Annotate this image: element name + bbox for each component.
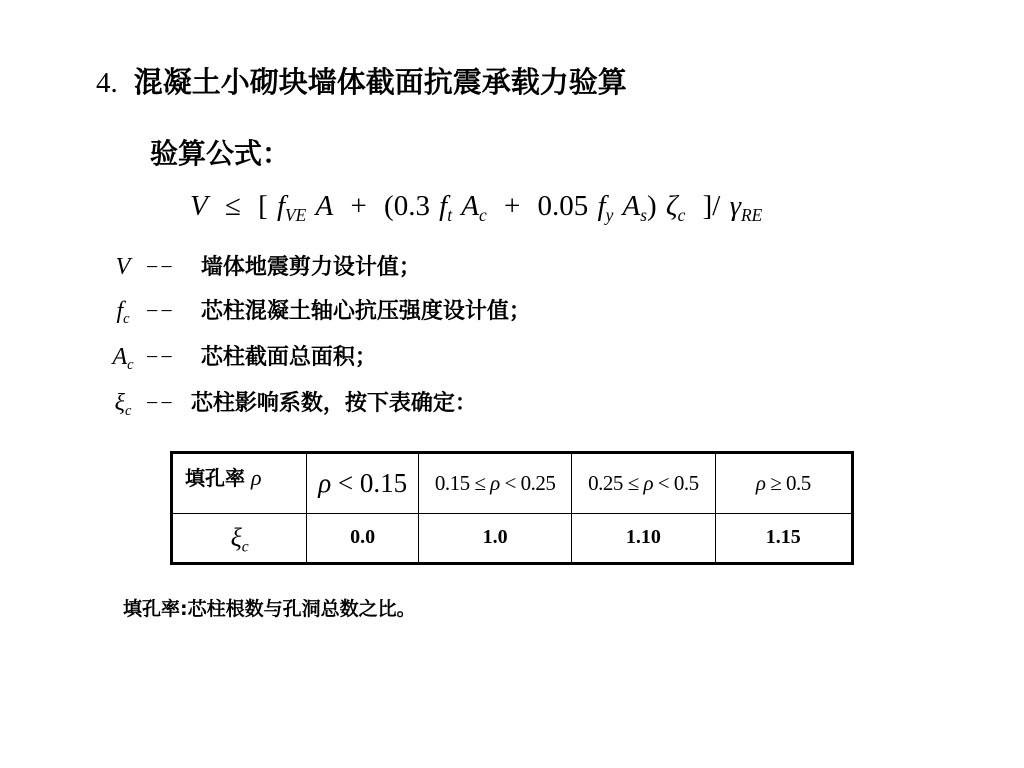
formula-A-s: A	[622, 190, 641, 222]
formula-sub-t: t	[447, 205, 453, 226]
formula-coef-005: 0.05	[537, 190, 589, 222]
section-title-text: 混凝土小砌块墙体截面抗震承载力验算	[133, 65, 627, 99]
formula-f-y: f	[597, 190, 606, 222]
formula-f: f	[276, 190, 286, 222]
formula-sub-y: y	[605, 205, 614, 226]
table-cell-value: 0.0	[307, 513, 419, 563]
table-cell-value: 1.10	[572, 513, 715, 563]
definition-V	[108, 250, 421, 281]
definition-dash: −−	[146, 344, 175, 369]
formula-right-bracket: ]	[702, 190, 713, 222]
table-cell-value: 1.15	[715, 513, 852, 563]
table-header-label: 填孔率 ρ	[172, 453, 307, 514]
definition-symbol: V	[115, 254, 131, 280]
formula-right-paren: )	[647, 190, 657, 222]
formula-plus-2: +	[503, 190, 521, 222]
formula-gamma: γ	[729, 190, 741, 222]
formula-A-c: A	[461, 190, 479, 222]
definition-text: 芯柱混凝土轴心抗压强度设计值；	[200, 299, 531, 324]
definition-dash: −−	[146, 298, 175, 323]
formula	[190, 188, 763, 226]
formula-sub-c2: c	[677, 205, 686, 226]
formula-zeta: ζ	[665, 190, 678, 222]
table-row	[172, 513, 853, 563]
formula-sub-VE: VE	[285, 205, 307, 226]
definition-text: 芯柱影响系数，按下表确定：	[190, 391, 477, 416]
formula-f-t: f	[439, 190, 448, 222]
definition-text: 芯柱截面总面积；	[200, 345, 377, 370]
definition-xi-c	[108, 386, 477, 420]
coefficient-table	[170, 451, 854, 565]
definition-symbol: $f_c$	[116, 298, 130, 328]
formula-sub-RE: RE	[741, 205, 763, 226]
formula-left-bracket: [	[258, 190, 268, 222]
table-header-range-4: ρ ≥ 0.5	[715, 453, 852, 514]
table-header-row	[172, 453, 853, 514]
formula-sub-s: s	[640, 205, 648, 226]
table-row-symbol: $\xi_c$	[172, 513, 307, 563]
table-header-range-2: 0.15 ≤ ρ < 0.25	[418, 453, 571, 514]
table-cell-value: 1.0	[418, 513, 571, 563]
formula-left-paren: (	[384, 190, 394, 222]
definition-fc	[108, 294, 531, 328]
table-header-range-1: ρ < 0.15	[307, 453, 419, 514]
formula-slash: /	[712, 190, 721, 222]
formula-plus-1: +	[350, 190, 367, 222]
formula-heading: 验算公式：	[150, 137, 291, 170]
formula-V: V	[190, 190, 208, 222]
formula-leq: ≤	[224, 190, 241, 222]
definition-text: 墙体地震剪力设计值；	[200, 255, 421, 280]
formula-A: A	[315, 190, 334, 222]
table-header-range-3: 0.25 ≤ ρ < 0.5	[572, 453, 715, 514]
definition-symbol: $\xi_c$	[114, 390, 132, 420]
formula-coef-03: 0.3	[393, 190, 430, 222]
definition-symbol: $A_c$	[112, 344, 134, 374]
definition-dash: −−	[146, 254, 175, 279]
section-number: 4.	[96, 67, 118, 99]
formula-sub-c: c	[479, 205, 487, 226]
definition-dash: −−	[146, 390, 175, 415]
section-title	[96, 60, 627, 101]
definition-Ac	[108, 340, 377, 374]
table-note: 填孔率:芯柱根数与孔洞总数之比。	[123, 598, 416, 620]
